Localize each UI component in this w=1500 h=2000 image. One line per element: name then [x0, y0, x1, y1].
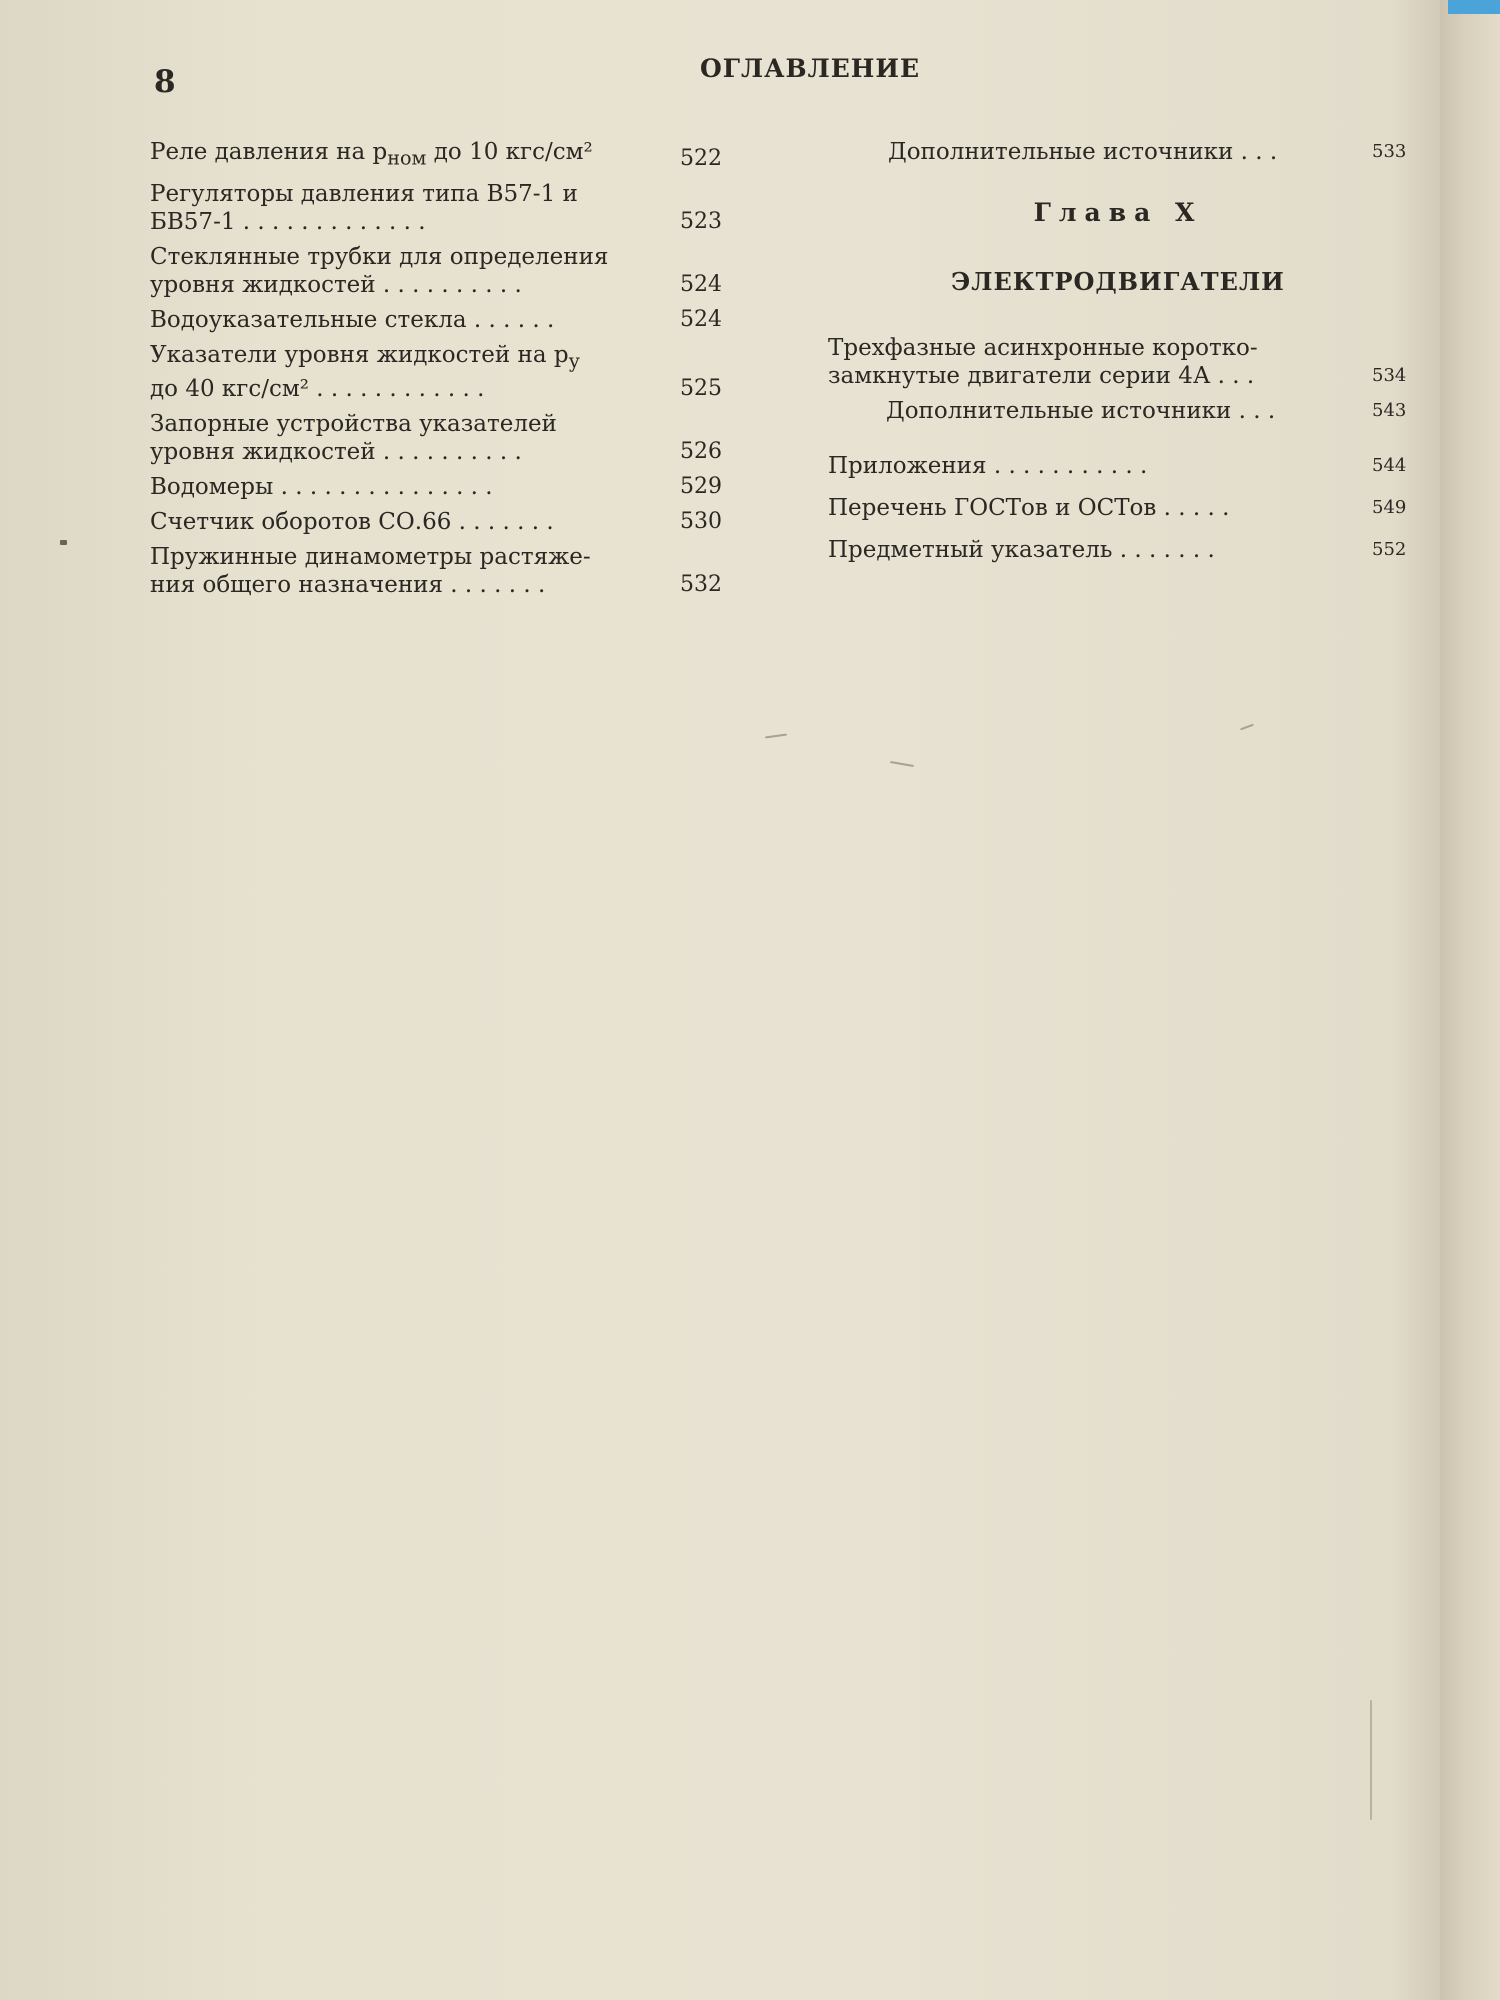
toc-entry [150, 410, 740, 466]
toc-entry [828, 397, 1408, 425]
page-number: 8 [154, 64, 176, 100]
paper-crease [1370, 1700, 1372, 1820]
toc-entry [150, 138, 740, 173]
toc-entry-page: 552 [1372, 539, 1407, 560]
toc-entry-page: 549 [1372, 497, 1407, 518]
toc-entry-page: 523 [680, 208, 722, 234]
toc-entry-text: Водоуказательные стекла . . . . . . [150, 306, 555, 333]
toc-entry-page: 524 [680, 306, 722, 332]
toc-entry [828, 536, 1408, 564]
running-head [0, 52, 1500, 100]
toc-entry-text: Пружинные динамометры растяже- ния общего назначения . . . . . . . [150, 544, 591, 599]
toc-entry [150, 508, 740, 536]
toc-entry [150, 243, 740, 299]
toc-entry-text: Предметный указатель . . . . . . . [828, 537, 1215, 563]
toc-entry-page: 526 [680, 439, 722, 465]
page-title: ОГЛАВЛЕНИЕ [700, 54, 921, 83]
corner-tab [1448, 0, 1500, 14]
toc-entry-page: 529 [680, 474, 722, 500]
toc-entry [828, 334, 1408, 390]
toc-entry-page: 530 [680, 509, 722, 535]
page-edge [1440, 0, 1500, 2000]
toc-entry [150, 473, 740, 501]
paper-speck [60, 540, 67, 545]
toc-entry-text: Перечень ГОСТов и ОСТов . . . . . [828, 495, 1230, 521]
toc-left-column [150, 138, 740, 606]
toc-entry [150, 341, 740, 404]
toc-entry [150, 306, 740, 334]
toc-entry [828, 452, 1408, 480]
toc-entry [150, 543, 740, 599]
toc-entry-text: Дополнительные источники . . . [886, 398, 1276, 424]
toc-entry [150, 180, 740, 236]
toc-entry-page: 533 [1372, 141, 1407, 162]
toc-entry-page: 524 [680, 271, 722, 297]
toc-entry-text: Реле давления на $p_{ном}$ до 10 кгс/см² [150, 139, 593, 170]
toc-entry [828, 494, 1408, 522]
toc-entry-text: Дополнительные источники . . . [888, 139, 1278, 165]
chapter-entries [828, 334, 1408, 425]
toc-entry-text: Регуляторы давления типа В57-1 и БВ57-1 . . . . . . . . . . . . . [150, 180, 578, 235]
toc-right-column [828, 138, 1408, 578]
toc-entry-page: 544 [1372, 455, 1407, 476]
toc-entry-text: Запорные устройства указателей уровня жидкостей . . . . . . . . . . [150, 411, 557, 466]
toc-entry-page: 532 [680, 572, 722, 598]
toc-entry-page: 534 [1372, 365, 1407, 386]
toc-entry-text: Приложения . . . . . . . . . . . [828, 453, 1148, 479]
toc-entry [828, 138, 1408, 166]
toc-entry-page: 543 [1372, 400, 1407, 421]
toc-entry-text: Счетчик оборотов СО.66 . . . . . . . [150, 509, 554, 536]
toc-entry-text: Указатели уровня жидкостей на $p_у$ до 40 кгс/см² . . . . . . . . . . . . [150, 341, 580, 403]
toc-entry-text: Водомеры . . . . . . . . . . . . . . . [150, 474, 493, 501]
chapter-title: ЭЛЕКТРОДВИГАТЕЛИ [951, 267, 1285, 296]
toc-entry-text: Трехфазные асинхронные коротко- замкнутые двигатели серии 4А . . . [828, 335, 1258, 389]
toc-entry-text: Стеклянные трубки для определения уровня жидкостей . . . . . . . . . . [150, 243, 609, 298]
appendix-entries [828, 452, 1408, 564]
toc-entry-page: 522 [680, 145, 722, 171]
toc-entry-page: 525 [680, 376, 722, 402]
chapter-label: Глава X [1033, 198, 1203, 227]
